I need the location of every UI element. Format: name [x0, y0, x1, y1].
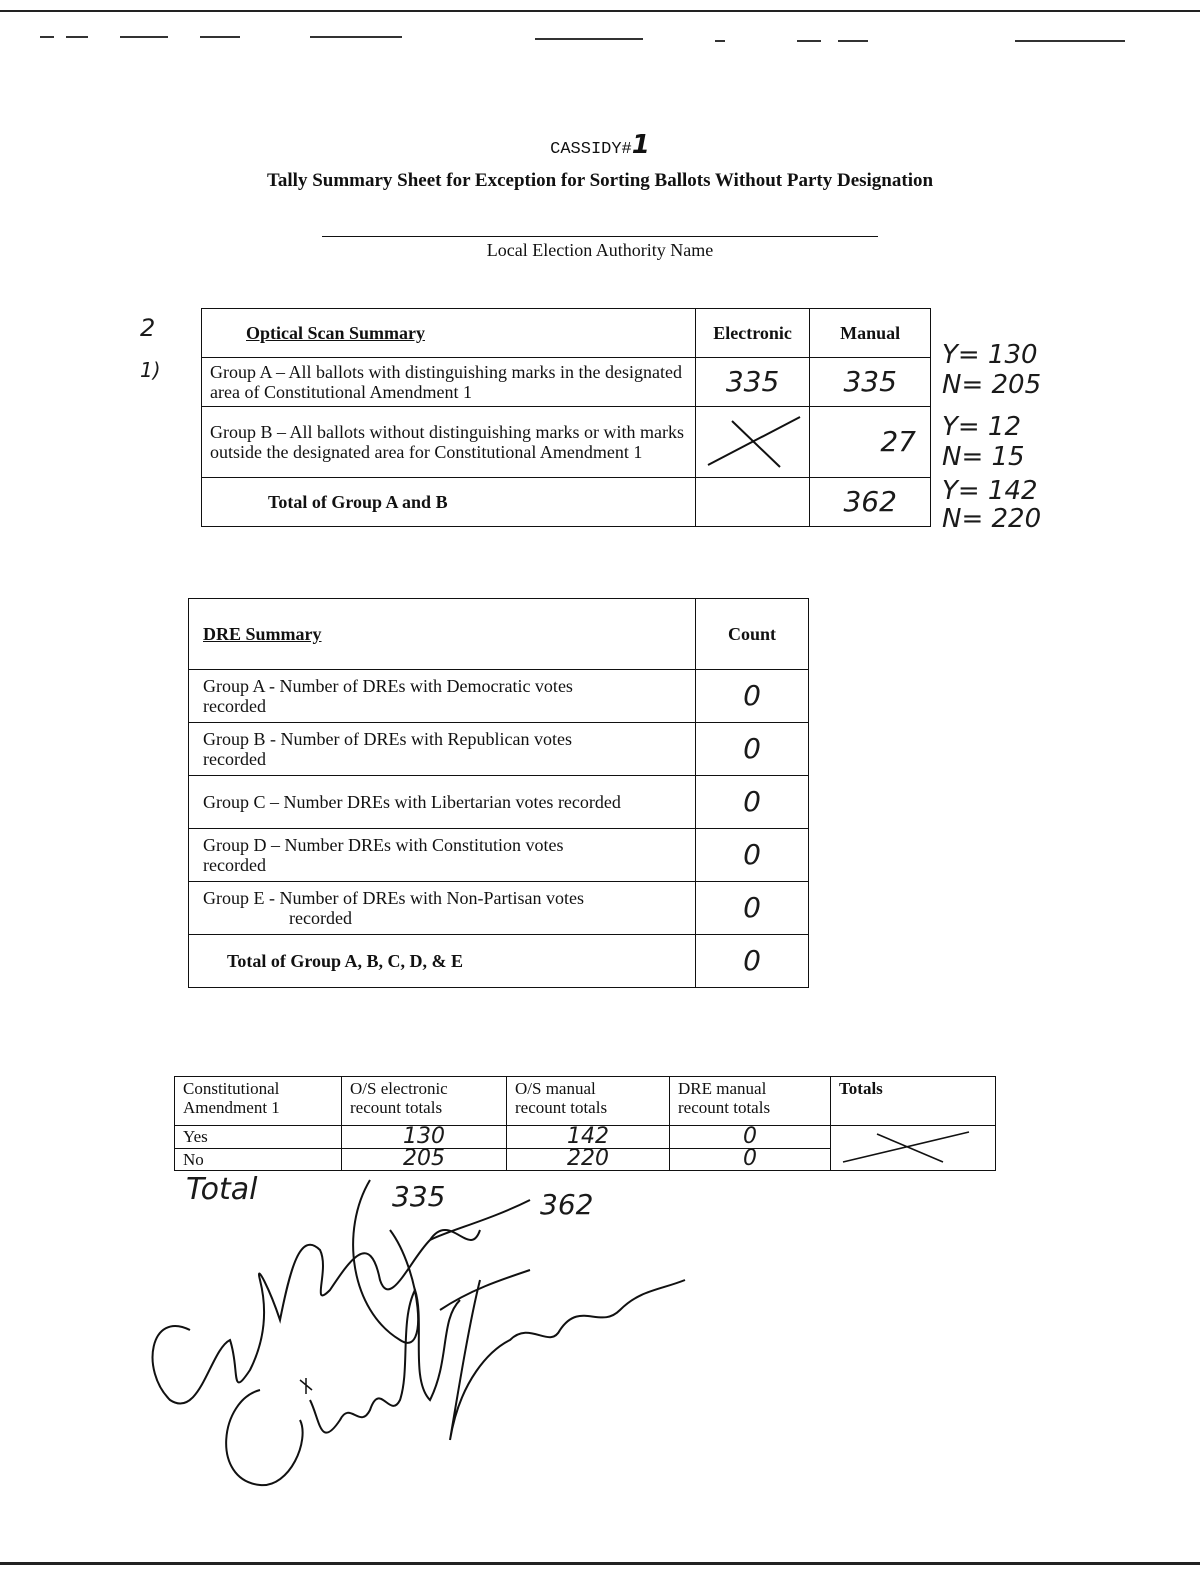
note-total-yes: Y= 142 [942, 476, 1038, 506]
dre-heading [189, 599, 696, 670]
note-group-a-yes: Y= 130 [942, 340, 1038, 370]
dre-group-c-count: 0 [696, 776, 809, 829]
no-os-manual: 220 [507, 1148, 670, 1171]
table-header-row [175, 1077, 996, 1126]
dre-group-b-count: 0 [696, 723, 809, 776]
optical-scan-heading [202, 309, 696, 358]
group-b-manual: 27 [810, 407, 931, 478]
dre-total-label: Total of Group A, B, C, D, & E [189, 935, 696, 988]
dre-label-line: Group E - Number of DREs with Non-Partisan votes [203, 888, 584, 908]
fax-header-mark [200, 36, 240, 38]
header-line: O/S manual [515, 1079, 596, 1098]
totals-crossed-out [831, 1126, 996, 1171]
document-title: Tally Summary Sheet for Exception for Sorting Ballots Without Party Designation [266, 170, 934, 191]
dre-group-d-count: 0 [696, 829, 809, 882]
dre-label-line: Group B - Number of DREs with Republican votes [203, 729, 572, 749]
dre-group-a-count: 0 [696, 670, 809, 723]
yes-os-electronic: 130 [342, 1126, 507, 1149]
document-code-text: CASSIDY# [550, 140, 632, 159]
col-electronic: Electronic [695, 309, 810, 358]
fax-header-mark [40, 36, 54, 38]
table-row [189, 670, 809, 723]
margin-mark-2: 1) [140, 358, 161, 382]
no-dre-manual: 0 [670, 1148, 831, 1171]
table-row [202, 407, 931, 478]
group-a-label: Group A – All ballots with distinguishing marks in the designated area of Constitutional Amendment 1 [202, 358, 696, 407]
dre-group-c-label [189, 776, 696, 829]
col-manual: Manual [810, 309, 931, 358]
fax-header-mark [66, 36, 88, 38]
optical-total-manual: 362 [810, 478, 931, 527]
table-row [189, 723, 809, 776]
header-line: DRE manual [678, 1079, 767, 1098]
optical-scan-table [201, 308, 931, 527]
table-row [189, 776, 809, 829]
document-code [0, 130, 1200, 160]
note-group-b-no: N= 15 [942, 442, 1025, 472]
header-line: recount totals [515, 1098, 608, 1117]
document-code-number: 1 [631, 130, 650, 160]
dre-label-line: recorded [203, 696, 266, 716]
cross-out-mark [831, 1126, 981, 1170]
optical-total-electronic [695, 478, 810, 527]
group-a-electronic: 335 [695, 358, 810, 407]
note-group-b-yes: Y= 12 [942, 412, 1022, 442]
col-constitutional-amendment [175, 1077, 342, 1126]
dre-label-line: recorded [203, 749, 266, 769]
col-os-manual [507, 1077, 670, 1126]
dre-group-a-label [189, 670, 696, 723]
optical-total-label: Total of Group A and B [202, 478, 696, 527]
page-top-border [0, 10, 1200, 12]
dre-label-line: recorded [289, 908, 352, 928]
handwritten-total-electronic: 335 [392, 1180, 446, 1213]
header-line: recount totals [350, 1098, 443, 1117]
row-yes-label: Yes [175, 1126, 342, 1149]
dre-label-line: Group D – Number DREs with Constitution votes [203, 835, 564, 855]
no-os-electronic: 205 [342, 1148, 507, 1171]
col-dre-manual [670, 1077, 831, 1126]
amendment-totals-table [174, 1076, 996, 1171]
header-line: O/S electronic [350, 1079, 448, 1098]
col-totals: Totals [831, 1077, 996, 1126]
fax-header-mark [120, 36, 168, 38]
header-line: Amendment 1 [183, 1098, 280, 1117]
fax-header-mark [1015, 40, 1125, 42]
note-total-no: N= 220 [942, 504, 1042, 534]
fax-header-mark [535, 38, 643, 40]
dre-label-line: Group A - Number of DREs with Democratic votes [203, 676, 573, 696]
fax-header-mark [797, 40, 821, 42]
authority-name-label: Local Election Authority Name [486, 240, 714, 260]
authority-name-line [322, 236, 878, 237]
yes-os-manual: 142 [507, 1126, 670, 1149]
dre-group-e-count: 0 [696, 882, 809, 935]
fax-header-mark [715, 40, 725, 42]
dre-total-count: 0 [696, 935, 809, 988]
group-b-label: Group B – All ballots without distinguishing marks or with marks outside the designated area for Constitutional Amendment 1 [202, 407, 696, 478]
fax-header-mark [310, 36, 402, 38]
table-row [189, 882, 809, 935]
table-row [202, 478, 931, 527]
table-row [175, 1126, 996, 1149]
row-no-label: No [175, 1148, 342, 1171]
cross-out-mark [696, 407, 806, 473]
dre-label-line: Group C – Number DREs with Libertarian votes recorded [203, 792, 621, 812]
dre-label-line: recorded [203, 855, 266, 875]
table-header-row [189, 599, 809, 670]
table-row [189, 935, 809, 988]
note-group-a-no: N= 205 [942, 370, 1042, 400]
col-os-electronic [342, 1077, 507, 1126]
col-count: Count [696, 599, 809, 670]
table-header-row [202, 309, 931, 358]
signature-cindy [200, 1260, 700, 1490]
dre-group-b-label [189, 723, 696, 776]
table-row [202, 358, 931, 407]
header-line: Constitutional [183, 1079, 280, 1098]
group-b-electronic [695, 407, 810, 478]
handwritten-total-manual: 362 [540, 1188, 594, 1221]
optical-scan-heading-text: Optical Scan Summary [246, 323, 426, 343]
group-a-manual: 335 [810, 358, 931, 407]
dre-group-e-label [189, 882, 696, 935]
fax-header-mark [838, 40, 868, 42]
yes-dre-manual: 0 [670, 1126, 831, 1149]
handwritten-total-label: Total [186, 1172, 258, 1207]
page-bottom-border [0, 1562, 1200, 1565]
table-row [189, 829, 809, 882]
margin-mark-1: 2 [140, 314, 156, 342]
header-line: recount totals [678, 1098, 771, 1117]
dre-group-d-label [189, 829, 696, 882]
dre-summary-table [188, 598, 809, 988]
dre-heading-text: DRE Summary [203, 624, 322, 644]
